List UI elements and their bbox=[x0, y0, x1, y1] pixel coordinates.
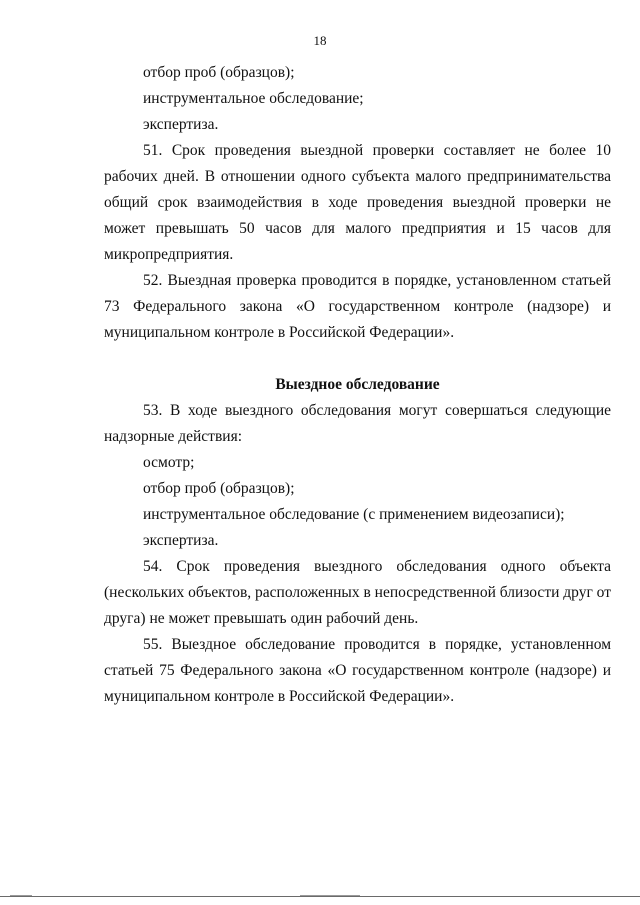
scan-mark bbox=[10, 895, 32, 896]
paragraph-51: 51. Срок проведения выездной проверки составляет не более 10 рабочих дней. В отношении одного субъекта малого предпринимательства общий срок взаимодействия в ходе проведения выездной проверки не может превышать 50 часов для малого предприятия и 15 часов для микропредприятия. bbox=[104, 142, 611, 263]
list-item: инструментальное обследование (с применением видеозаписи); bbox=[143, 506, 565, 523]
list-item: осмотр; bbox=[143, 454, 195, 471]
document-body bbox=[104, 60, 611, 710]
list-item: инструментальное обследование; bbox=[143, 90, 364, 107]
paragraph-55: 55. Выездное обследование проводится в порядке, установленном статьей 75 Федерального закона «О государственном контроле (надзоре) и муниципальном контроле в Российской Федерации». bbox=[104, 636, 611, 705]
list-item: отбор проб (образцов); bbox=[143, 64, 295, 81]
scan-mark bbox=[300, 895, 360, 896]
spacer bbox=[104, 346, 611, 372]
page-number: 18 bbox=[313, 33, 327, 48]
list-item: отбор проб (образцов); bbox=[143, 480, 295, 497]
paragraph-54: 54. Срок проведения выездного обследования одного объекта (нескольких объектов, расположенных в непосредственной близости друг от друга) не может превышать один рабочий день. bbox=[104, 558, 611, 627]
list-item: экспертиза. bbox=[143, 116, 219, 133]
section-heading: Выездное обследование bbox=[275, 376, 440, 393]
paragraph-53: 53. В ходе выездного обследования могут совершаться следующие надзорные действия: bbox=[104, 402, 611, 445]
paragraph-52: 52. Выездная проверка проводится в порядке, установленном статьей 73 Федерального закона «О государственном контроле (надзоре) и муниципальном контроле в Российской Федерации». bbox=[104, 272, 611, 341]
list-item: экспертиза. bbox=[143, 532, 219, 549]
page-bottom-rule bbox=[0, 896, 640, 897]
